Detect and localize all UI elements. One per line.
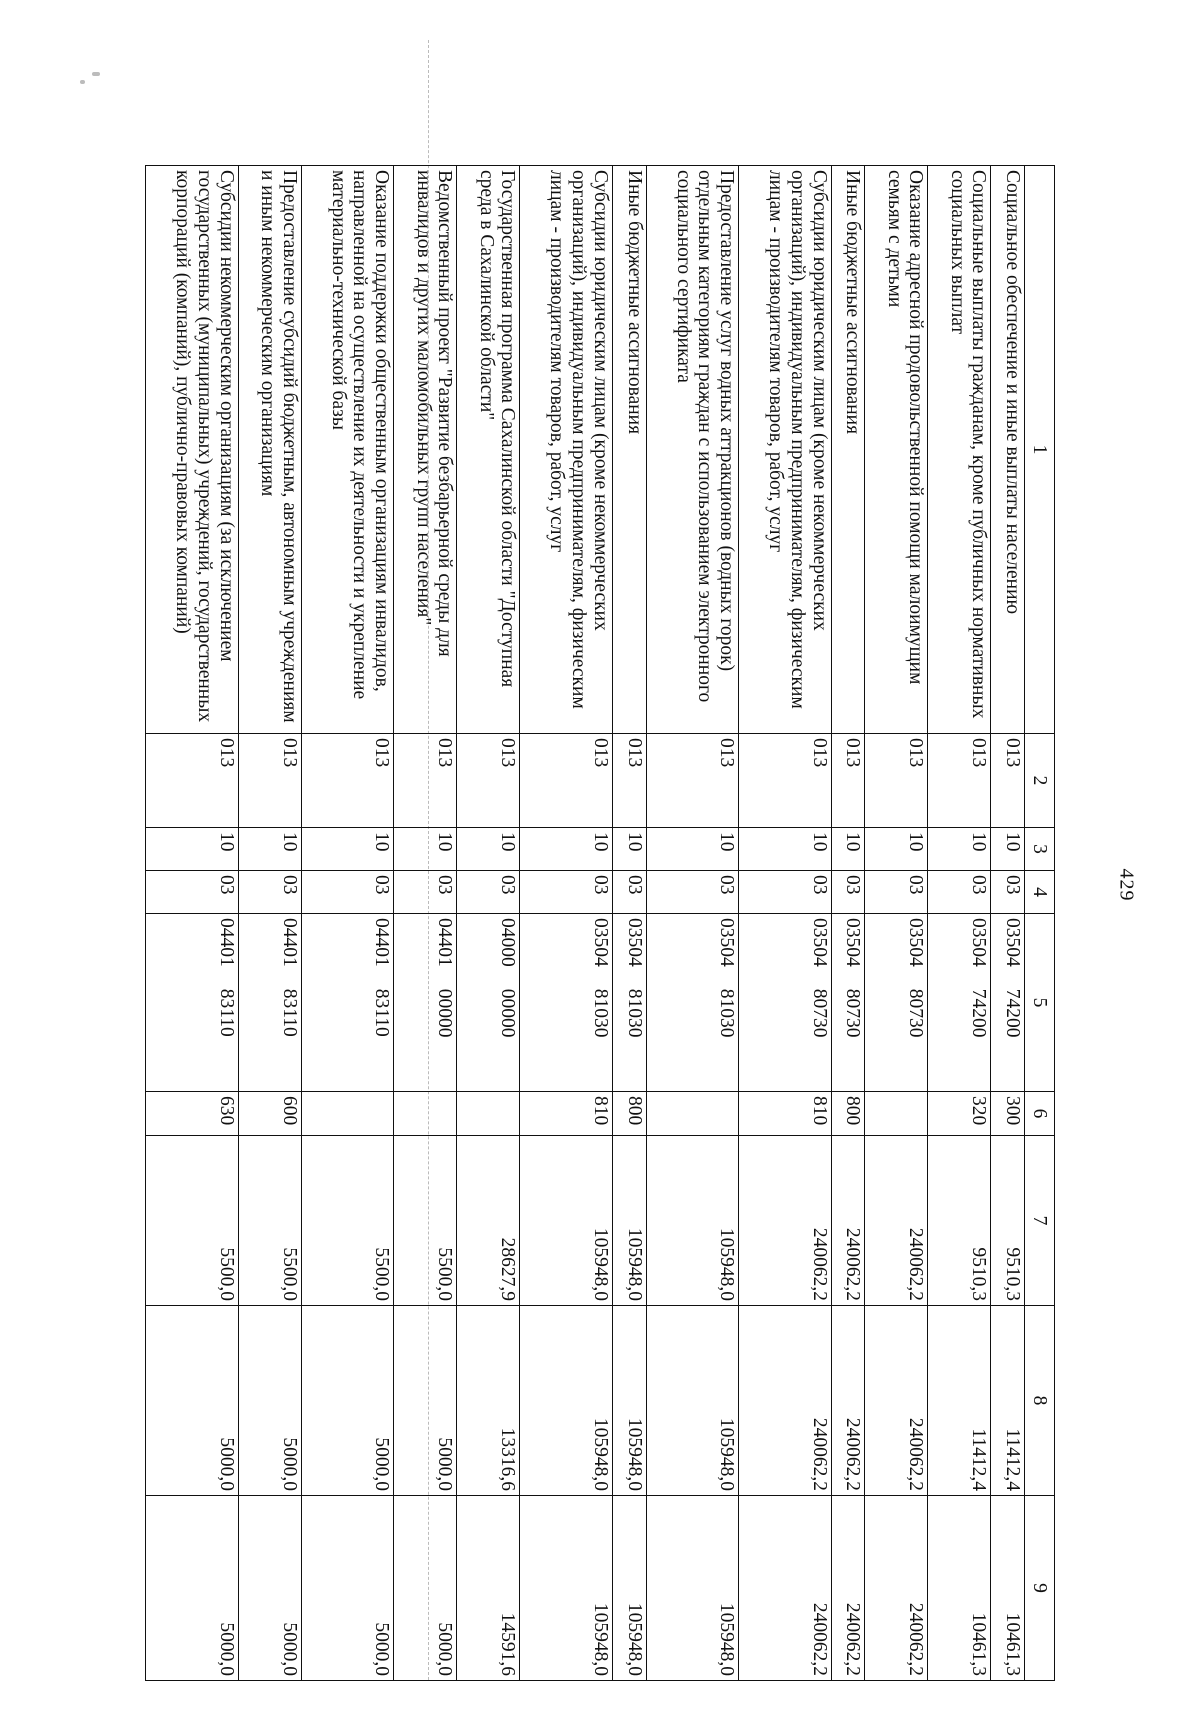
cell-target-article [646,914,739,1092]
cell-section: 10 [646,828,739,871]
column-number-header-row [1025,166,1055,1681]
rotated-page-content [145,165,1055,1680]
target-article-suffix: 74200 [968,988,990,1038]
cell-subsection: 03 [301,871,394,914]
cell-section: 10 [928,828,991,871]
scan-smudge [92,72,100,76]
cell-ministry: 013 [865,734,928,828]
target-article-suffix: 74200 [1002,988,1023,1038]
cell-section: 10 [831,828,865,871]
cell-section: 10 [394,828,457,871]
target-article-prefix: 04000 [497,918,519,967]
cell-target-article [991,914,1025,1092]
cell-amount-year3: 10461,3 [991,1496,1025,1681]
table-row [991,166,1025,1681]
cell-expense-type: 800 [831,1092,865,1136]
cell-amount-year3: 105948,0 [646,1496,739,1681]
cell-amount-year3: 240062,2 [831,1496,865,1681]
col-header: 4 [1025,871,1055,914]
cell-amount-year1: 5500,0 [238,1136,301,1306]
cell-target-article [520,914,613,1092]
col-header: 7 [1025,1136,1055,1306]
target-article-suffix: 00000 [497,988,519,1038]
cell-expense-type [646,1092,739,1136]
cell-amount-year3: 105948,0 [613,1496,647,1681]
cell-subsection: 03 [146,871,239,914]
cell-section: 10 [457,828,520,871]
cell-target-article [865,914,928,1092]
target-article-suffix: 80730 [808,988,830,1038]
cell-amount-year1: 5500,0 [394,1136,457,1306]
target-article-suffix: 83110 [371,988,393,1037]
cell-subsection: 03 [646,871,739,914]
table-body [146,166,1025,1681]
target-article-prefix: 03504 [716,918,738,967]
cell-subsection: 03 [613,871,647,914]
table-row [739,166,832,1681]
cell-amount-year3: 105948,0 [520,1496,613,1681]
cell-target-article [146,914,239,1092]
cell-ministry: 013 [238,734,301,828]
cell-ministry: 013 [646,734,739,828]
target-article-prefix: 03504 [968,918,990,967]
cell-amount-year1: 9510,3 [928,1136,991,1306]
row-name: Субсидии юридическим лицам (кроме некоммерческих организаций), индивидуальным предпринимателям, физическим лицам - производителям товаров, работ, услуг [739,166,832,734]
row-name: Ведомственный проект "Развитие безбарьерной среды для инвалидов и других маломобильных групп населения" [394,166,457,734]
target-article-suffix: 00000 [434,988,456,1038]
row-name: Государственная программа Сахалинской области "Доступная среда в Сахалинской области" [457,166,520,734]
cell-amount-year2: 5000,0 [394,1306,457,1496]
cell-amount-year1: 105948,0 [520,1136,613,1306]
cell-section: 10 [865,828,928,871]
target-article-suffix: 81030 [590,988,612,1038]
cell-ministry: 013 [301,734,394,828]
cell-amount-year1: 5500,0 [301,1136,394,1306]
cell-amount-year2: 105948,0 [646,1306,739,1496]
target-article-suffix: 83110 [278,988,300,1037]
cell-section: 10 [739,828,832,871]
cell-amount-year1: 240062,2 [865,1136,928,1306]
col-header: 5 [1025,914,1055,1092]
cell-expense-type [394,1092,457,1136]
table-row [646,166,739,1681]
cell-expense-type [865,1092,928,1136]
cell-amount-year3: 5000,0 [301,1496,394,1681]
cell-target-article [831,914,865,1092]
cell-amount-year3: 5000,0 [238,1496,301,1681]
cell-expense-type: 600 [238,1092,301,1136]
row-name: Социальное обеспечение и иные выплаты населению [991,166,1025,734]
table-row [831,166,865,1681]
cell-amount-year1: 9510,3 [991,1136,1025,1306]
cell-expense-type: 810 [520,1092,613,1136]
target-article-prefix: 03504 [905,918,927,967]
cell-ministry: 013 [613,734,647,828]
target-article-suffix: 83110 [215,988,237,1037]
cell-amount-year1: 105948,0 [613,1136,647,1306]
target-article-prefix: 03504 [842,918,864,967]
target-article-prefix: 04401 [215,918,237,967]
cell-ministry: 013 [520,734,613,828]
cell-expense-type [457,1092,520,1136]
cell-amount-year3: 10461,3 [928,1496,991,1681]
cell-expense-type: 320 [928,1092,991,1136]
row-name: Субсидии некоммерческим организациям (за исключением государственных (муниципальных) учреждений, государственных корпораций (компаний), публично-правовых компаний) [146,166,239,734]
cell-subsection: 03 [991,871,1025,914]
cell-amount-year2: 11412,4 [991,1306,1025,1496]
cell-ministry: 013 [394,734,457,828]
target-article-prefix: 03504 [808,918,830,967]
table-row [394,166,457,1681]
cell-amount-year1: 5500,0 [146,1136,239,1306]
col-header: 3 [1025,828,1055,871]
cell-target-article [457,914,520,1092]
target-article-suffix: 81030 [716,988,738,1038]
target-article-prefix: 03504 [623,918,645,967]
row-name: Предоставление субсидий бюджетным, автономным учреждениям и иным некоммерческим организациям [238,166,301,734]
target-article-suffix: 81030 [623,988,645,1038]
col-header: 8 [1025,1306,1055,1496]
target-article-suffix: 80730 [905,988,927,1038]
cell-target-article [739,914,832,1092]
cell-ministry: 013 [146,734,239,828]
cell-amount-year3: 5000,0 [394,1496,457,1681]
cell-target-article [928,914,991,1092]
table-row [928,166,991,1681]
cell-amount-year3: 240062,2 [865,1496,928,1681]
cell-section: 10 [613,828,647,871]
cell-section: 10 [520,828,613,871]
cell-subsection: 03 [928,871,991,914]
table-row [301,166,394,1681]
target-article-prefix: 04401 [434,918,456,967]
cell-subsection: 03 [394,871,457,914]
row-name: Оказание поддержки общественным организациям инвалидов, направленной на осуществление их деятельности и укрепление материально-технической базы [301,166,394,734]
table-row [457,166,520,1681]
cell-subsection: 03 [520,871,613,914]
cell-ministry: 013 [991,734,1025,828]
table-row [520,166,613,1681]
target-article-prefix: 03504 [1002,918,1023,967]
table-row [146,166,239,1681]
cell-amount-year3: 240062,2 [739,1496,832,1681]
cell-subsection: 03 [238,871,301,914]
cell-expense-type: 810 [739,1092,832,1136]
cell-expense-type: 300 [991,1092,1025,1136]
budget-table [145,165,1055,1681]
target-article-suffix: 80730 [842,988,864,1038]
row-name: Иные бюджетные ассигнования [613,166,647,734]
cell-amount-year2: 5000,0 [146,1306,239,1496]
cell-section: 10 [301,828,394,871]
col-header: 9 [1025,1496,1055,1681]
row-name: Оказание адресной продовольственной помощи малоимущим семьям с детьми [865,166,928,734]
table-row [613,166,647,1681]
cell-ministry: 013 [928,734,991,828]
cell-amount-year2: 5000,0 [301,1306,394,1496]
cell-section: 10 [146,828,239,871]
cell-amount-year3: 14591,6 [457,1496,520,1681]
target-article-prefix: 04401 [278,918,300,967]
scan-smudge [80,80,85,84]
col-header: 2 [1025,734,1055,828]
target-article-prefix: 03504 [590,918,612,967]
target-article-prefix: 04401 [371,918,393,967]
cell-target-article [238,914,301,1092]
cell-amount-year2: 13316,6 [457,1306,520,1496]
cell-ministry: 013 [831,734,865,828]
cell-expense-type: 630 [146,1092,239,1136]
cell-amount-year1: 240062,2 [739,1136,832,1306]
table-row [238,166,301,1681]
cell-expense-type: 800 [613,1092,647,1136]
cell-amount-year2: 105948,0 [613,1306,647,1496]
cell-target-article [301,914,394,1092]
cell-amount-year1: 105948,0 [646,1136,739,1306]
col-header: 6 [1025,1092,1055,1136]
row-name: Субсидии юридическим лицам (кроме некоммерческих организаций), индивидуальным предпринимателям, физическим лицам - производителям товаров, работ, услуг [520,166,613,734]
cell-target-article [394,914,457,1092]
cell-ministry: 013 [739,734,832,828]
cell-amount-year2: 240062,2 [831,1306,865,1496]
cell-subsection: 03 [865,871,928,914]
cell-subsection: 03 [457,871,520,914]
table-row [865,166,928,1681]
cell-section: 10 [991,828,1025,871]
cell-section: 10 [238,828,301,871]
row-name: Иные бюджетные ассигнования [831,166,865,734]
cell-ministry: 013 [457,734,520,828]
cell-amount-year2: 240062,2 [739,1306,832,1496]
cell-amount-year1: 28627,9 [457,1136,520,1306]
cell-amount-year2: 11412,4 [928,1306,991,1496]
cell-expense-type [301,1092,394,1136]
col-header: 1 [1025,166,1055,734]
cell-subsection: 03 [739,871,832,914]
row-name: Предоставление услуг водных аттракционов (водных горок) отдельным категориям граждан с использованием электронного социального сертификата [646,166,739,734]
page-number: 429 [1115,868,1138,902]
cell-amount-year2: 5000,0 [238,1306,301,1496]
cell-amount-year2: 240062,2 [865,1306,928,1496]
cell-subsection: 03 [831,871,865,914]
cell-amount-year2: 105948,0 [520,1306,613,1496]
cell-amount-year3: 5000,0 [146,1496,239,1681]
cell-target-article [613,914,647,1092]
row-name: Социальные выплаты гражданам, кроме публичных нормативных социальных выплат [928,166,991,734]
cell-amount-year1: 240062,2 [831,1136,865,1306]
